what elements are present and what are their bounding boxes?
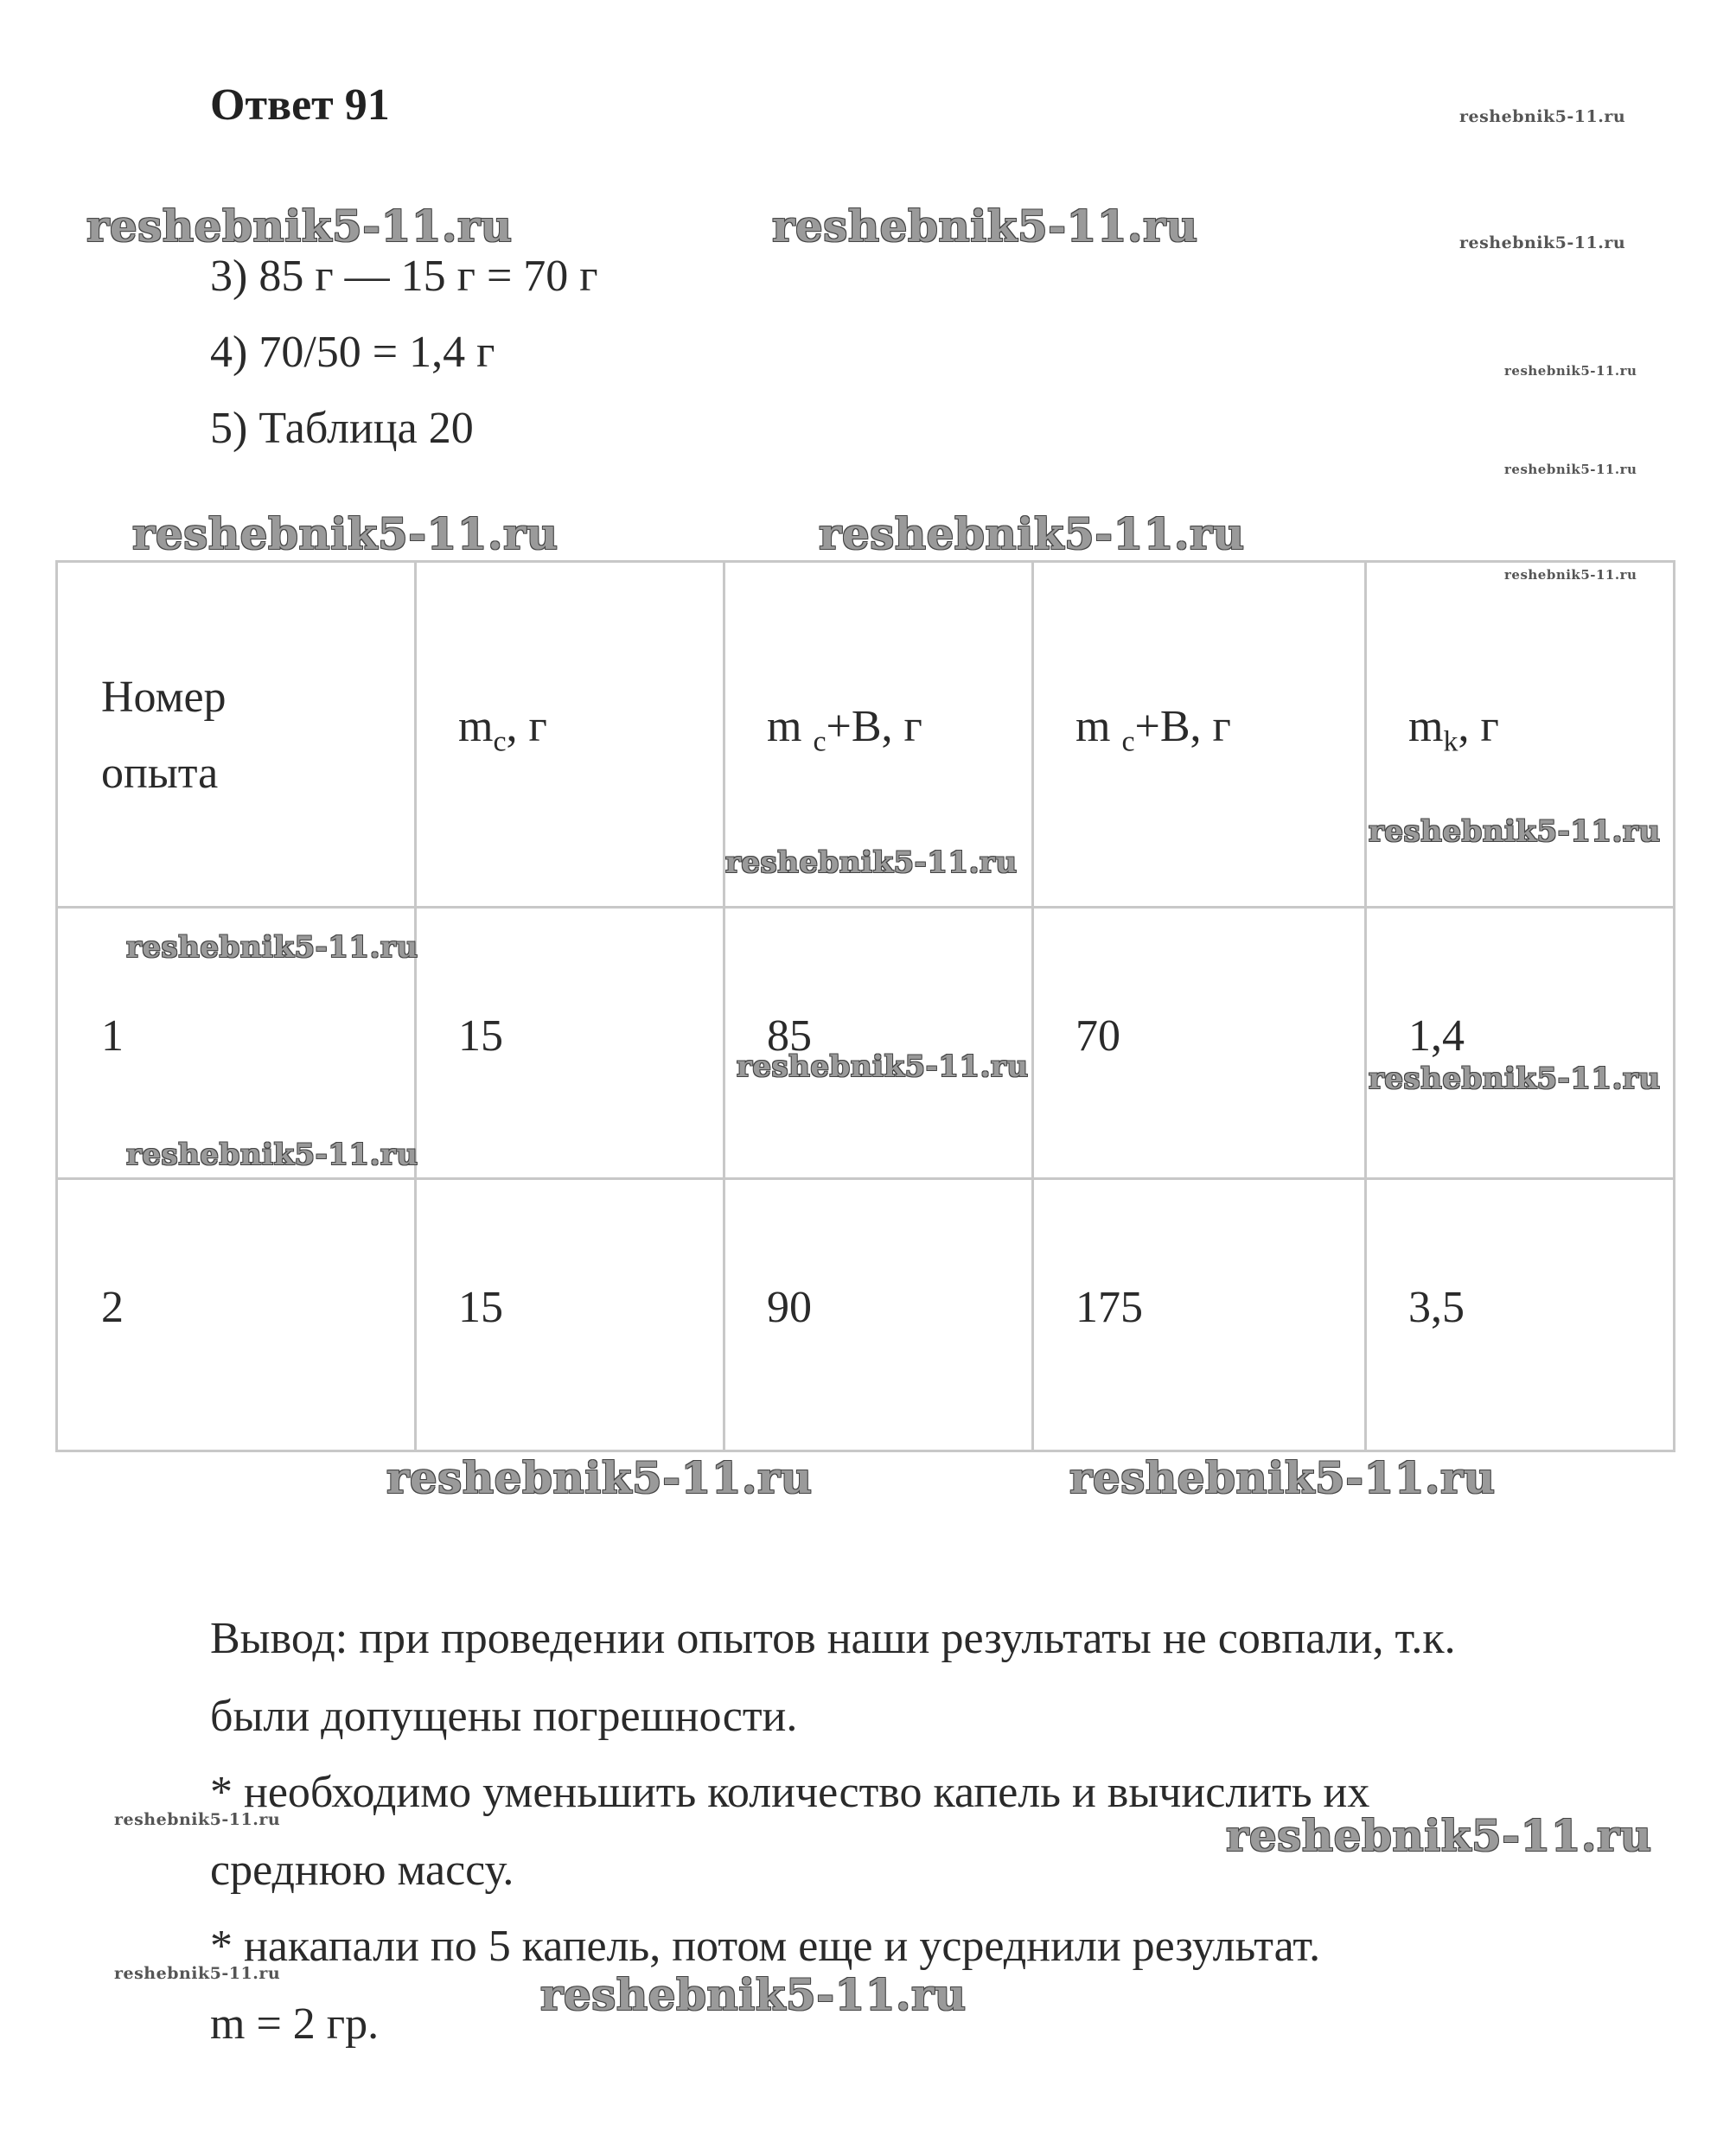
watermark: reshebnik5-11.ru — [86, 201, 513, 252]
conclusion-line-1: Вывод: при проведении опытов наши результаты не совпали, т.к. — [210, 1614, 1456, 1663]
watermark: reshebnik5-11.ru — [114, 1810, 281, 1829]
table-cell: 85 — [767, 1011, 812, 1061]
watermark: reshebnik5-11.ru — [1504, 462, 1637, 477]
watermark: reshebnik5-11.ru — [540, 1969, 967, 2020]
watermark: reshebnik5-11.ru — [725, 845, 1018, 880]
table-row — [57, 1179, 1675, 1451]
watermark: reshebnik5-11.ru — [386, 1452, 813, 1503]
watermark: reshebnik5-11.ru — [1069, 1452, 1496, 1503]
table-cell: 175 — [1075, 1283, 1143, 1332]
table-cell: 15 — [458, 1283, 503, 1332]
watermark: reshebnik5-11.ru — [819, 508, 1245, 559]
table-cell: 3,5 — [1408, 1283, 1465, 1332]
watermark: reshebnik5-11.ru — [114, 1964, 281, 1983]
table-cell: 70 — [1075, 1011, 1120, 1061]
conclusion-line-2: были допущены погрешности. — [210, 1692, 798, 1741]
conclusion-line-6: m = 2 гр. — [210, 1999, 380, 2049]
conclusion-line-4: среднюю массу. — [210, 1846, 514, 1895]
table-cell: 1 — [101, 1011, 124, 1061]
watermark: reshebnik5-11.ru — [737, 1049, 1029, 1084]
watermark: reshebnik5-11.ru — [1459, 107, 1626, 126]
table-cell: 90 — [767, 1283, 812, 1332]
table-cell: 1,4 — [1408, 1011, 1465, 1061]
watermark: reshebnik5-11.ru — [126, 1138, 418, 1172]
step-4: 4) 70/50 = 1,4 г — [210, 328, 495, 377]
watermark: reshebnik5-11.ru — [132, 508, 558, 559]
header-col1-label: Номер опыта — [101, 673, 227, 798]
header-mass-c — [416, 562, 724, 908]
header-col2-label: $m_c$, г — [458, 702, 547, 758]
watermark: reshebnik5-11.ru — [772, 201, 1198, 252]
watermark: reshebnik5-11.ru — [1369, 814, 1661, 849]
table-cell: 2 — [101, 1283, 124, 1332]
conclusion-line-5: * накапали по 5 капель, потом еще и усреднили результат. — [210, 1922, 1321, 1971]
header-col4-label: m $_c$+В, г — [1075, 702, 1231, 758]
step-3: 3) 85 г — 15 г = 70 г — [210, 252, 598, 301]
watermark: reshebnik5-11.ru — [1459, 233, 1626, 252]
header-mass-k — [1366, 562, 1675, 908]
results-table — [55, 560, 1675, 1452]
watermark: reshebnik5-11.ru — [1504, 363, 1637, 379]
step-5: 5) Таблица 20 — [210, 404, 474, 453]
watermark: reshebnik5-11.ru — [126, 930, 418, 965]
header-col3-label: m $_c$+В, г — [767, 702, 922, 758]
header-experiment-number — [57, 562, 416, 908]
watermark: reshebnik5-11.ru — [1226, 1810, 1652, 1861]
header-col5-label: $m_k$, г — [1408, 702, 1499, 758]
watermark: reshebnik5-11.ru — [1504, 567, 1637, 583]
header-mass-c-water-2 — [1033, 562, 1366, 908]
answer-title: Ответ 91 — [210, 80, 390, 130]
conclusion-line-3: * необходимо уменьшить количество капель и вычислить их — [210, 1768, 1370, 1817]
table-cell: 15 — [458, 1011, 503, 1061]
watermark: reshebnik5-11.ru — [1369, 1062, 1661, 1096]
